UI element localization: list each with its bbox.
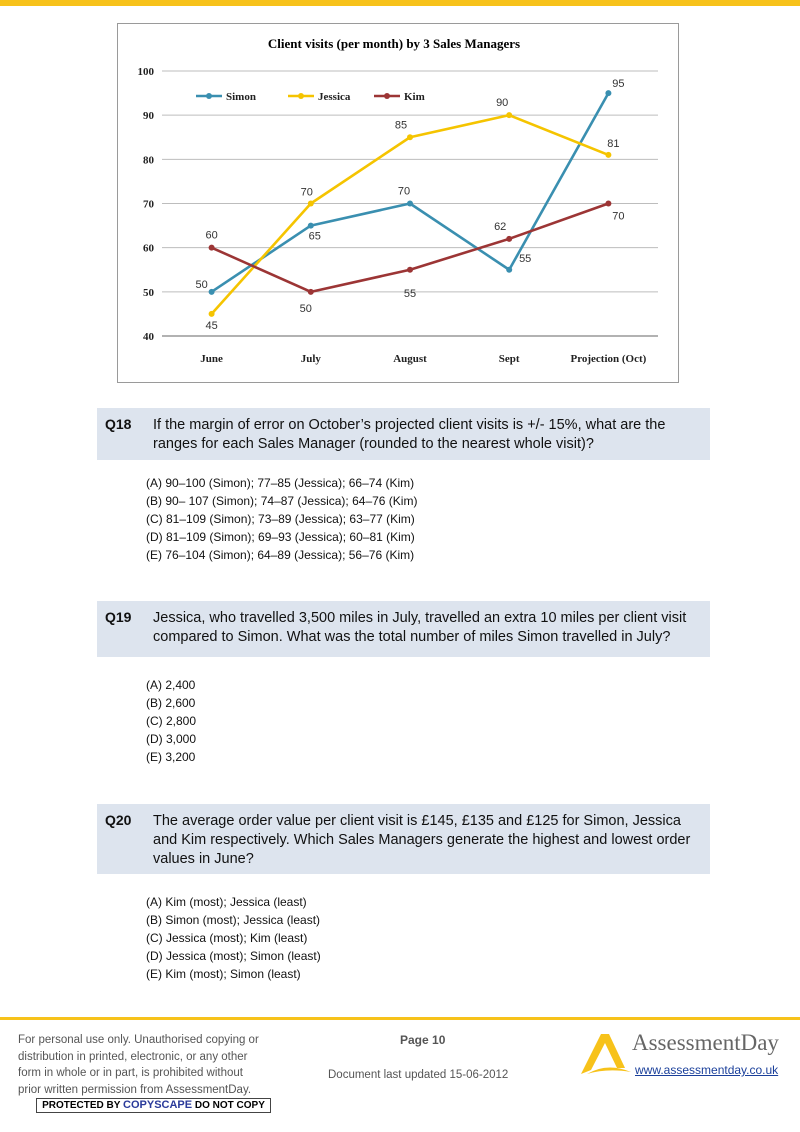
option-e[interactable]: (E) 3,200 xyxy=(146,750,196,764)
y-tick-label: 80 xyxy=(143,154,154,167)
question-block-q20 xyxy=(97,804,710,874)
y-tick-label: 70 xyxy=(143,198,154,211)
legend-label: Jessica xyxy=(318,91,351,103)
data-label: 50 xyxy=(195,278,208,291)
copyscape-pre: PROTECTED BY xyxy=(42,1100,124,1111)
data-point xyxy=(407,201,413,207)
data-point xyxy=(308,223,314,229)
data-label: 95 xyxy=(612,78,625,91)
data-point xyxy=(605,152,611,158)
option-b[interactable]: (B) 2,600 xyxy=(146,696,196,710)
question-number: Q18 xyxy=(105,416,132,432)
data-point xyxy=(308,289,314,295)
series-line-jessica xyxy=(212,115,609,314)
logo-text: AssessmentDay xyxy=(632,1030,779,1055)
disclaimer-line: prior written permission from AssessmentDay. xyxy=(18,1083,252,1096)
x-tick-label: June xyxy=(200,353,223,365)
option-a[interactable]: (A) 2,400 xyxy=(146,678,196,692)
options-q19 xyxy=(146,676,196,766)
last-updated: Document last updated 15-06-2012 xyxy=(328,1069,509,1081)
option-d[interactable]: (D) 3,000 xyxy=(146,732,197,746)
option-c[interactable]: (C) Jessica (most); Kim (least) xyxy=(146,931,308,945)
question-number: Q19 xyxy=(105,609,132,625)
footer-disclaimer xyxy=(18,1032,288,1098)
disclaimer-line: distribution in printed, electronic, or any other xyxy=(18,1050,248,1063)
data-label: 81 xyxy=(607,137,620,150)
x-tick-label: Sept xyxy=(498,353,520,365)
data-point xyxy=(506,236,512,242)
footer-divider xyxy=(0,1017,800,1020)
question-number: Q20 xyxy=(105,812,132,828)
data-label: 65 xyxy=(308,230,321,243)
disclaimer-line: form in whole or in part, is prohibited without xyxy=(18,1067,243,1079)
option-a[interactable]: (A) 90–100 (Simon); 77–85 (Jessica); 66–74 (Kim) xyxy=(146,476,415,490)
data-point xyxy=(605,201,611,207)
option-b[interactable]: (B) 90– 107 (Simon); 74–87 (Jessica); 64–76 (Kim) xyxy=(146,494,418,508)
data-label: 50 xyxy=(299,302,312,315)
option-b[interactable]: (B) Simon (most); Jessica (least) xyxy=(146,913,321,927)
data-point xyxy=(209,311,215,317)
copyscape-brand: COPYSCAPE xyxy=(123,1099,193,1111)
legend-marker xyxy=(298,93,304,99)
question-text: If the margin of error on October’s projected client visits is +/- 15%, what are the ranges for each Sales Manager (rounded to the nearest whole visit)? xyxy=(153,417,666,452)
chart-title: Client visits (per month) by 3 Sales Managers xyxy=(267,36,521,51)
data-label: 60 xyxy=(205,229,218,242)
data-point xyxy=(605,90,611,96)
data-label: 55 xyxy=(519,252,532,265)
options-q18 xyxy=(146,474,417,564)
question-block-q18 xyxy=(97,408,710,460)
logo-icon xyxy=(577,1028,633,1078)
options-q20 xyxy=(146,893,321,983)
data-label: 70 xyxy=(612,210,625,223)
copyscape-post: DO NOT COPY xyxy=(192,1100,265,1111)
data-point xyxy=(506,112,512,118)
x-tick-label: Projection (Oct) xyxy=(570,353,647,365)
data-point xyxy=(209,289,215,295)
y-tick-label: 50 xyxy=(143,286,154,299)
x-tick-label: August xyxy=(393,353,427,365)
option-d[interactable]: (D) Jessica (most); Simon (least) xyxy=(146,949,321,963)
y-tick-label: 40 xyxy=(143,331,154,343)
question-block-q19 xyxy=(97,601,710,657)
copyscape-badge[interactable] xyxy=(36,1098,271,1113)
option-d[interactable]: (D) 81–109 (Simon); 69–93 (Jessica); 60–81 (Kim) xyxy=(146,530,415,544)
data-label: 45 xyxy=(205,319,218,332)
option-c[interactable]: (C) 2,800 xyxy=(146,714,197,728)
legend-marker xyxy=(206,93,212,99)
y-tick-label: 90 xyxy=(143,110,154,123)
data-point xyxy=(308,201,314,207)
y-tick-label: 60 xyxy=(143,242,154,255)
data-point xyxy=(209,245,215,251)
data-label: 70 xyxy=(397,185,411,198)
data-point xyxy=(407,267,413,273)
option-a[interactable]: (A) Kim (most); Jessica (least) xyxy=(146,895,307,909)
option-e[interactable]: (E) Kim (most); Simon (least) xyxy=(146,967,301,981)
legend-marker xyxy=(384,93,390,99)
page-number: Page 10 xyxy=(400,1033,446,1047)
option-c[interactable]: (C) 81–109 (Simon); 73–89 (Jessica); 63–77 (Kim) xyxy=(146,512,415,526)
x-tick-label: July xyxy=(300,353,321,365)
data-label: 62 xyxy=(494,220,507,233)
legend-label: Simon xyxy=(226,91,256,103)
legend-label: Kim xyxy=(404,91,425,103)
data-label: 85 xyxy=(394,119,408,132)
chart-canvas xyxy=(118,24,680,384)
question-text: The average order value per client visit is £145, £135 and £125 for Simon, Jessica and Kim respectively. Which Sales Managers generate the highest and lowest order values in June? xyxy=(153,813,691,867)
top-accent-bar xyxy=(0,0,800,6)
disclaimer-line: For personal use only. Unauthorised copying or xyxy=(18,1034,259,1046)
y-tick-label: 100 xyxy=(137,66,154,78)
data-label: 70 xyxy=(300,186,313,199)
line-chart xyxy=(117,23,679,383)
data-label: 90 xyxy=(496,97,509,110)
data-point xyxy=(407,134,413,140)
option-e[interactable]: (E) 76–104 (Simon); 64–89 (Jessica); 56–76 (Kim) xyxy=(146,548,415,562)
data-point xyxy=(506,267,512,273)
question-text: Jessica, who travelled 3,500 miles in July, travelled an extra 10 miles per client visit compared to Simon. What was the total number of miles Simon travelled in July? xyxy=(153,610,687,645)
website-link[interactable]: www.assessmentday.co.uk xyxy=(635,1063,779,1077)
data-label: 55 xyxy=(403,287,417,300)
